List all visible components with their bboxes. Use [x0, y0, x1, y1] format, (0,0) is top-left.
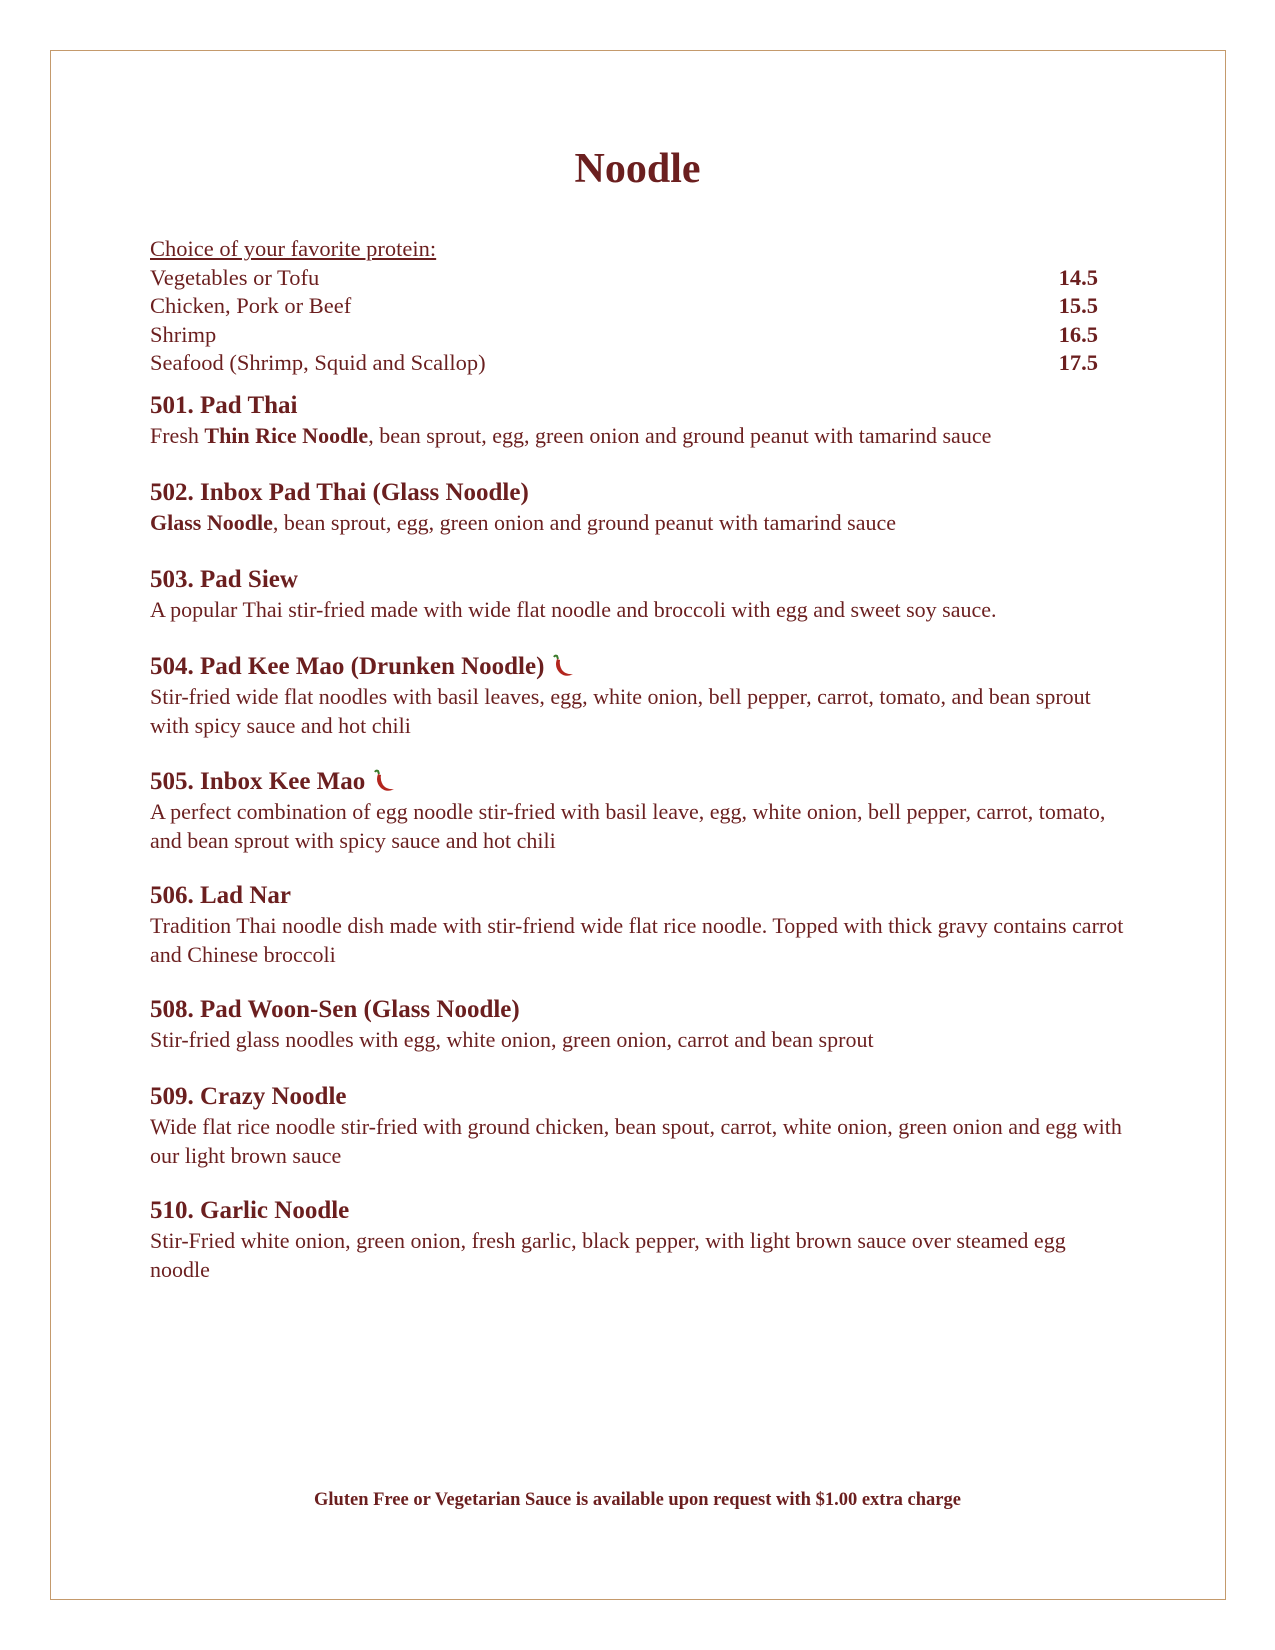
dish-title-row: [150, 766, 1130, 798]
protein-name: Shrimp: [150, 321, 217, 347]
dish-description-text: , bean sprout, egg, green onion and ground peanut with tamarind sauce: [272, 510, 897, 535]
protein-option: [150, 321, 1098, 350]
dish-description: Stir-fried glass noodles with egg, white onion, green onion, carrot and bean sprout: [150, 1027, 874, 1052]
footer-note: Gluten Free or Vegetarian Sauce is available upon request with $1.00 extra charge: [314, 1490, 961, 1510]
dish-description-text: , bean sprout, egg, green onion and ground peanut with tamarind sauce: [368, 423, 992, 448]
dish-description: [150, 509, 1130, 538]
dish-noodle-type: Thin Rice Noodle: [204, 423, 369, 448]
dish-item: [150, 651, 1130, 740]
dish-item: [150, 766, 1130, 855]
dish-item: [150, 880, 1130, 969]
dish-item: [150, 564, 1130, 625]
dish-item: [150, 477, 1130, 538]
protein-price: 17.5: [1058, 350, 1098, 375]
dish-title: 503. Pad Siew: [150, 566, 298, 593]
protein-pricing: [150, 235, 1098, 378]
dish-description: Stir-Fried white onion, green onion, fresh garlic, black pepper, with light brown sauce over steamed egg noodle: [150, 1228, 1066, 1282]
dish-description: A perfect combination of egg noodle stir-fried with basil leave, egg, white onion, bell pepper, carrot, tomato, and bean sprout with spicy sauce and hot chili: [150, 799, 1106, 853]
protein-price: 14.5: [1058, 264, 1098, 290]
protein-price: 16.5: [1058, 321, 1098, 347]
chili-pepper-icon: [369, 768, 397, 796]
dish-title: 506. Lad Nar: [150, 882, 291, 909]
dish-title: 502. Inbox Pad Thai (Glass Noodle): [150, 479, 529, 506]
dish-item: [150, 1081, 1130, 1170]
dish-description: Tradition Thai noodle dish made with stir-friend wide flat rice noodle. Topped with thick gravy contains carrot and Chinese broccoli: [150, 913, 1124, 967]
dish-item: [150, 1195, 1130, 1284]
dish-title: 504. Pad Kee Mao (Drunken Noodle): [150, 653, 545, 680]
dish-description: [150, 422, 1130, 451]
dish-title-row: [150, 651, 1130, 683]
chili-pepper-icon: [548, 653, 576, 681]
dish-noodle-type: Glass Noodle: [150, 510, 273, 535]
dish-title: 510. Garlic Noodle: [150, 1197, 350, 1224]
dish-title: 508. Pad Woon-Sen (Glass Noodle): [150, 996, 520, 1023]
dish-title: 509. Crazy Noodle: [150, 1083, 347, 1110]
protein-option: [150, 264, 1098, 293]
protein-option: [150, 292, 1098, 321]
protein-price: 15.5: [1058, 293, 1098, 318]
dish-description-text: Fresh: [150, 423, 205, 448]
dish-description: A popular Thai stir-fried made with wide flat noodle and broccoli with egg and sweet soy sauce.: [150, 597, 997, 622]
page-title: Noodle: [574, 146, 701, 192]
protein-name: Seafood (Shrimp, Squid and Scallop): [150, 350, 486, 375]
dish-description: Wide flat rice noodle stir-fried with ground chicken, bean spout, carrot, white onion, green onion and egg with our light brown sauce: [150, 1114, 1122, 1168]
dish-title: 501. Pad Thai: [150, 392, 298, 419]
protein-name: Chicken, Pork or Beef: [150, 293, 352, 318]
dish-item: [150, 390, 1130, 451]
protein-name: Vegetables or Tofu: [150, 264, 320, 290]
protein-heading: Choice of your favorite protein:: [150, 236, 437, 261]
dish-description: Stir-fried wide flat noodles with basil leaves, egg, white onion, bell pepper, carrot, tomato, and bean sprout with spicy sauce and hot chili: [150, 684, 1091, 738]
dish-title: 505. Inbox Kee Mao: [150, 768, 366, 795]
protein-option: [150, 349, 1098, 378]
dish-item: [150, 994, 1130, 1055]
